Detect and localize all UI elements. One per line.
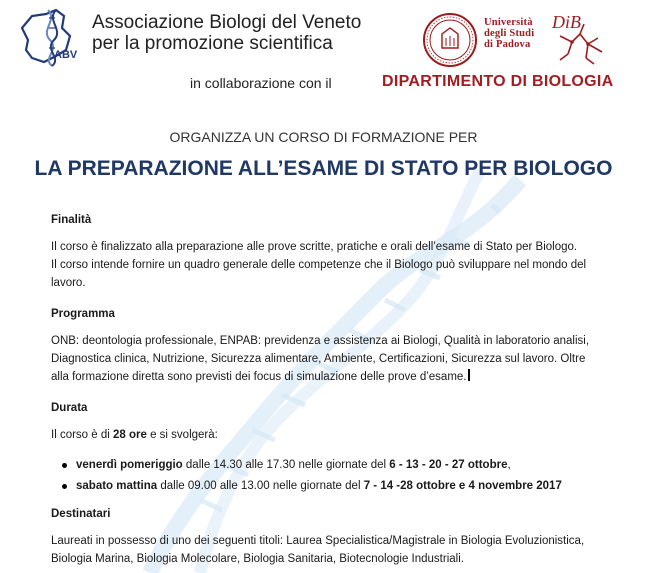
finalita-heading: Finalità: [51, 214, 92, 226]
department-name: DIPARTIMENTO DI BIOLOGIA: [382, 73, 614, 90]
finalita-line-3: lavoro.: [51, 277, 86, 289]
destinatari-line-1: Laureati in possesso di uno dei seguenti titoli: Laurea Specialistica/Magistrale in Biologia Evoluzionistica,: [51, 535, 585, 547]
programma-line-1: ONB: deontologia professionale, ENPAB: previdenza e assistenza ai Biologi, Qualità in laboratorio analisi,: [51, 335, 590, 347]
bullet-icon: [62, 484, 67, 489]
destinatari-paragraph: [51, 532, 629, 568]
programma-line-3-text: alla formazione diretta sono previsti dei focus di simulazione delle prove d’esame.: [51, 371, 467, 383]
programma-line-2: Diagnostica clinica, Nutrizione, Sicurezza alimentare, Ambiente, Certificazioni, Sicurezza sul lavoro. Oltre: [51, 353, 586, 365]
list-item: [62, 455, 622, 476]
university-line-3: di Padova: [484, 39, 531, 50]
durata-intro-prefix: Il corso è di: [51, 429, 113, 441]
university-line-1: Università: [484, 17, 533, 28]
schedule-time: dalle 09.00 alle 13.00 nelle giornate del: [157, 480, 364, 492]
svg-text:ABV: ABV: [54, 49, 78, 61]
durata-intro-suffix: e si svolgerà:: [146, 429, 218, 441]
schedule-dates: 6 - 13 - 20 - 27 ottobre: [389, 459, 508, 471]
programma-heading: Programma: [51, 308, 115, 320]
university-line-2: degli Studi: [484, 28, 535, 39]
finalita-line-2: Il corso intende fornire un quadro generale delle competenze che il Biologo può sviluppare nel mondo del: [51, 259, 587, 271]
durata-heading: Durata: [51, 402, 88, 414]
durata-intro: [51, 426, 629, 444]
finalita-paragraph: [51, 238, 629, 292]
schedule-time: dalle 14.30 alle 17.30 nelle giornate del: [182, 459, 390, 471]
svg-text:DiB: DiB: [552, 12, 581, 32]
schedule-day: venerdì pomeriggio: [76, 459, 183, 471]
bullet-icon: [62, 463, 67, 468]
finalita-line-1: Il corso è finalizzato alla preparazione alle prove scritte, pratiche e orali dell’esame di Stato per Biologo.: [51, 241, 578, 253]
schedule-list: [62, 455, 622, 497]
destinatari-heading: Destinatari: [51, 508, 111, 520]
course-title: LA PREPARAZIONE ALL’ESAME DI STATO PER BIOLOGO: [34, 157, 613, 180]
schedule-day: sabato mattina: [76, 480, 158, 492]
programma-line-3: [51, 368, 629, 386]
association-line-2: per la promozione scientifica: [92, 33, 333, 54]
association-line-1: Associazione Biologi del Veneto: [92, 12, 362, 33]
university-name: [484, 17, 534, 50]
schedule-dates: 7 - 14 -28 ottobre e 4 novembre 2017: [363, 480, 562, 492]
association-name: [92, 12, 361, 54]
durata-hours: 28 ore: [113, 429, 147, 441]
organizza-heading: ORGANIZZA UN CORSO DI FORMAZIONE PER: [169, 129, 478, 145]
abv-logo-icon: [18, 6, 90, 68]
header: [0, 0, 647, 100]
collaboration-text: in collaborazione con il: [190, 75, 332, 91]
destinatari-line-2: Biologia Marina, Biologia Molecolare, Biologia Sanitaria, Biotecnologie Industriali.: [51, 553, 464, 565]
text-cursor: [468, 369, 470, 381]
programma-paragraph: [51, 332, 629, 386]
dib-logo-icon: [550, 8, 610, 66]
list-item: [62, 476, 622, 497]
university-seal-icon: [422, 12, 478, 68]
schedule-end: ,: [507, 459, 511, 471]
